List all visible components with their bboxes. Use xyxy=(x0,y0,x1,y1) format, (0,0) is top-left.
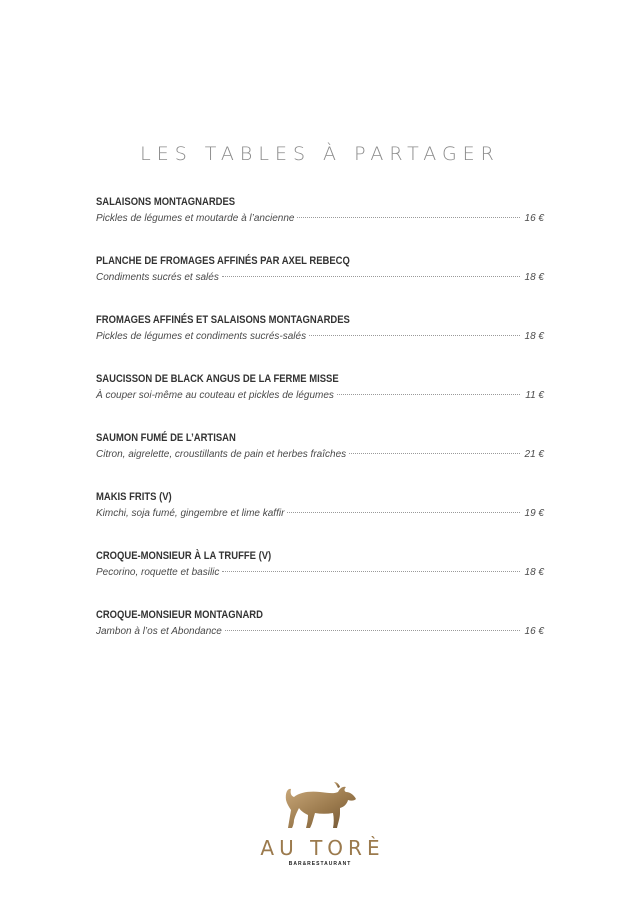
menu-item-name: PLANCHE DE FROMAGES AFFINÉS PAR AXEL REBECQ xyxy=(96,255,350,267)
menu-item-line xyxy=(96,387,544,404)
menu-item xyxy=(96,549,544,608)
menu-item-line xyxy=(96,210,544,227)
menu-item-description: À couper soi-même au couteau et pickles de légumes xyxy=(96,390,334,401)
dot-leader xyxy=(225,630,520,631)
menu-item-line xyxy=(96,328,544,345)
dot-leader xyxy=(222,276,520,277)
menu-item-name: SAUMON FUMÉ DE L’ARTISAN xyxy=(96,432,236,444)
menu-item xyxy=(96,431,544,490)
menu-item xyxy=(96,313,544,372)
dot-leader xyxy=(309,335,519,336)
menu-item-price: 18 € xyxy=(524,272,544,283)
menu-item-description: Jambon à l’os et Abondance xyxy=(96,626,222,637)
menu-item-line xyxy=(96,505,544,522)
menu-item xyxy=(96,372,544,431)
menu-item-line xyxy=(96,269,544,286)
dot-leader xyxy=(222,571,519,572)
menu-item-description: Pickles de légumes et moutarde à l’ancienne xyxy=(96,213,295,224)
brand-logo xyxy=(0,780,640,867)
menu-item-name: MAKIS FRITS (V) xyxy=(96,491,172,503)
menu-item xyxy=(96,608,544,667)
menu-item-price: 18 € xyxy=(524,331,544,342)
dot-leader xyxy=(337,394,520,395)
brand-tagline: BAR&RESTAURANT xyxy=(288,861,352,867)
brand-name: AU TORÈ xyxy=(260,836,385,860)
menu-item-price: 19 € xyxy=(524,508,544,519)
menu-item xyxy=(96,195,544,254)
dot-leader xyxy=(297,217,519,218)
menu-item-description: Kimchi, soja fumé, gingembre et lime kaffir xyxy=(96,508,285,519)
dot-leader xyxy=(287,512,519,513)
menu-item-price: 21 € xyxy=(524,449,544,460)
menu-item-price: 16 € xyxy=(524,626,544,637)
menu-item-description: Condiments sucrés et salés xyxy=(96,272,219,283)
page-title: LES TABLES À PARTAGER xyxy=(140,143,500,165)
menu-item xyxy=(96,254,544,313)
menu-item-name: SAUCISSON DE BLACK ANGUS DE LA FERME MISSE xyxy=(96,373,339,385)
menu-item-description: Pickles de légumes et condiments sucrés-salés xyxy=(96,331,307,342)
menu-item-price: 11 € xyxy=(525,390,544,401)
menu-item-line xyxy=(96,623,544,640)
menu-item-name: CROQUE-MONSIEUR À LA TRUFFE (V) xyxy=(96,550,272,562)
menu-item-line xyxy=(96,564,544,581)
menu-list xyxy=(96,195,544,667)
menu-item-name: FROMAGES AFFINÉS ET SALAISONS MONTAGNARDES xyxy=(96,314,350,326)
dot-leader xyxy=(349,453,519,454)
menu-item-price: 18 € xyxy=(524,567,544,578)
bull-icon xyxy=(0,780,640,832)
menu-item-name: SALAISONS MONTAGNARDES xyxy=(96,196,236,208)
menu-item-price: 16 € xyxy=(524,213,544,224)
menu-item-description: Citron, aigrelette, croustillants de pain et herbes fraîches xyxy=(96,449,347,460)
menu-item xyxy=(96,490,544,549)
menu-item-description: Pecorino, roquette et basilic xyxy=(96,567,220,578)
menu-item-name: CROQUE-MONSIEUR MONTAGNARD xyxy=(96,609,263,621)
menu-item-line xyxy=(96,446,544,463)
